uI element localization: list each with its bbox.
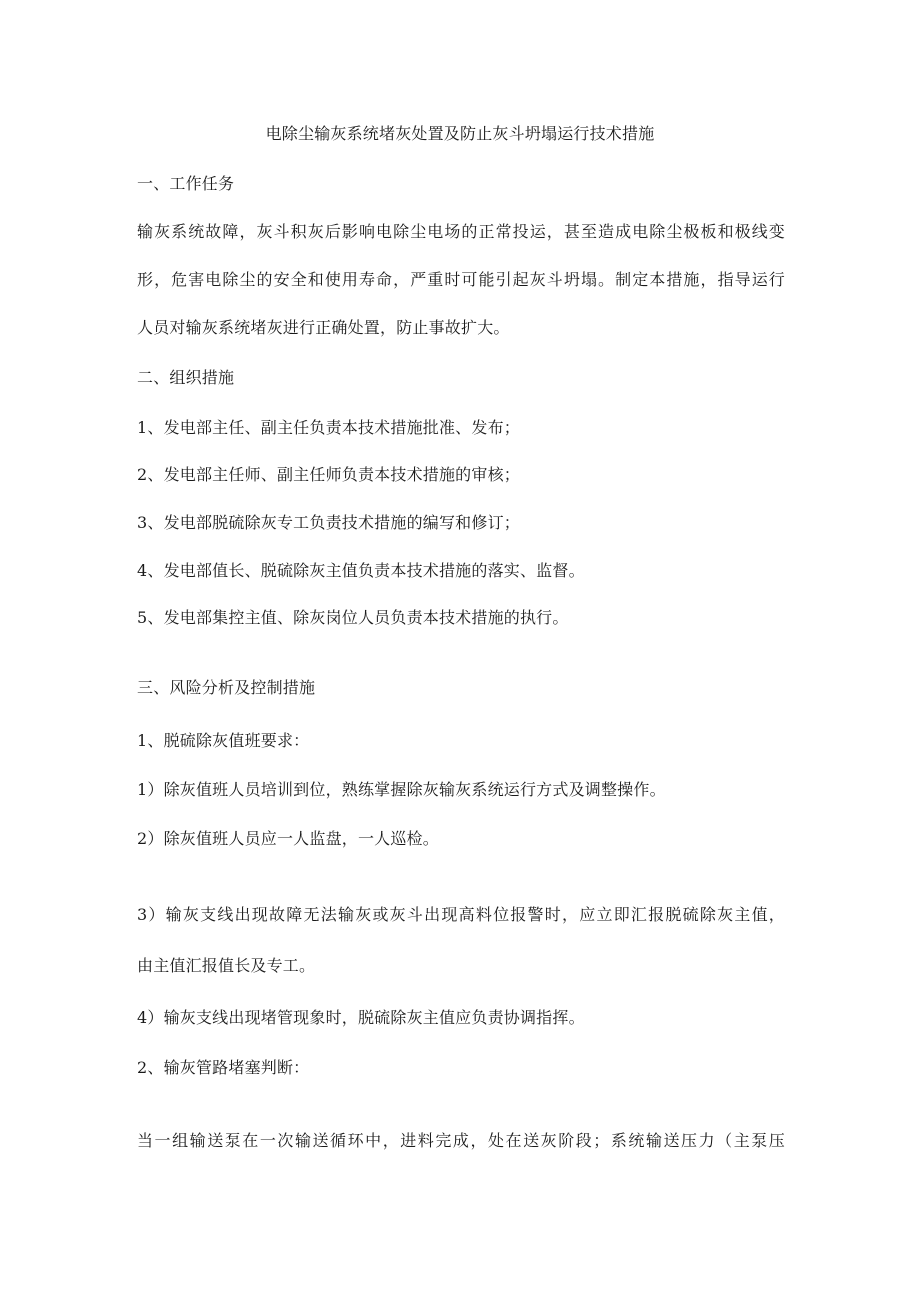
section-heading-organization: 二、组织措施 — [137, 368, 235, 387]
section-heading-work-task: 一、工作任务 — [137, 174, 235, 193]
list-item: 1、发电部主任、副主任负责本技术措施批准、发布； — [137, 418, 520, 437]
list-item: 3）输灰支线出现故障无法输灰或灰斗出现高料位报警时，应立即汇报脱硫除灰主值， — [137, 905, 785, 924]
list-item: 4）输灰支线出现堵管现象时，脱硫除灰主值应负责协调指挥。 — [137, 1008, 585, 1027]
list-item: 4、发电部值长、脱硫除灰主值负责本技术措施的落实、监督。 — [137, 561, 585, 580]
section-heading-risk-analysis: 三、风险分析及控制措施 — [137, 678, 316, 697]
paragraph-line: 人员对输灰系统堵灰进行正确处置，防止事故扩大。 — [137, 318, 510, 337]
paragraph-line: 形，危害电除尘的安全和使用寿命，严重时可能引起灰斗坍塌。制定本措施，指导运行 — [137, 270, 785, 289]
document-title: 电除尘输灰系统堵灰处置及防止灰斗坍塌运行技术措施 — [265, 124, 655, 143]
list-item: 1）除灰值班人员培训到位，熟练掌握除灰输灰系统运行方式及调整操作。 — [137, 780, 666, 799]
list-item: 5、发电部集控主值、除灰岗位人员负责本技术措施的执行。 — [137, 608, 569, 627]
list-item: 3、发电部脱硫除灰专工负责技术措施的编写和修订； — [137, 513, 520, 532]
list-item: 2）除灰值班人员应一人监盘，一人巡检。 — [137, 829, 439, 848]
list-item: 2、发电部主任师、副主任师负责本技术措施的审核； — [137, 465, 520, 484]
subsection-heading: 1、脱硫除灰值班要求： — [137, 731, 310, 750]
subsection-heading: 2、输灰管路堵塞判断： — [137, 1058, 310, 1077]
paragraph-line: 当一组输送泵在一次输送循环中，进料完成，处在送灰阶段；系统输送压力（主泵压 — [137, 1131, 785, 1150]
list-item-continuation: 由主值汇报值长及专工。 — [137, 956, 316, 975]
paragraph-line: 输灰系统故障，灰斗积灰后影响电除尘电场的正常投运，甚至造成电除尘极板和极线变 — [137, 222, 785, 241]
